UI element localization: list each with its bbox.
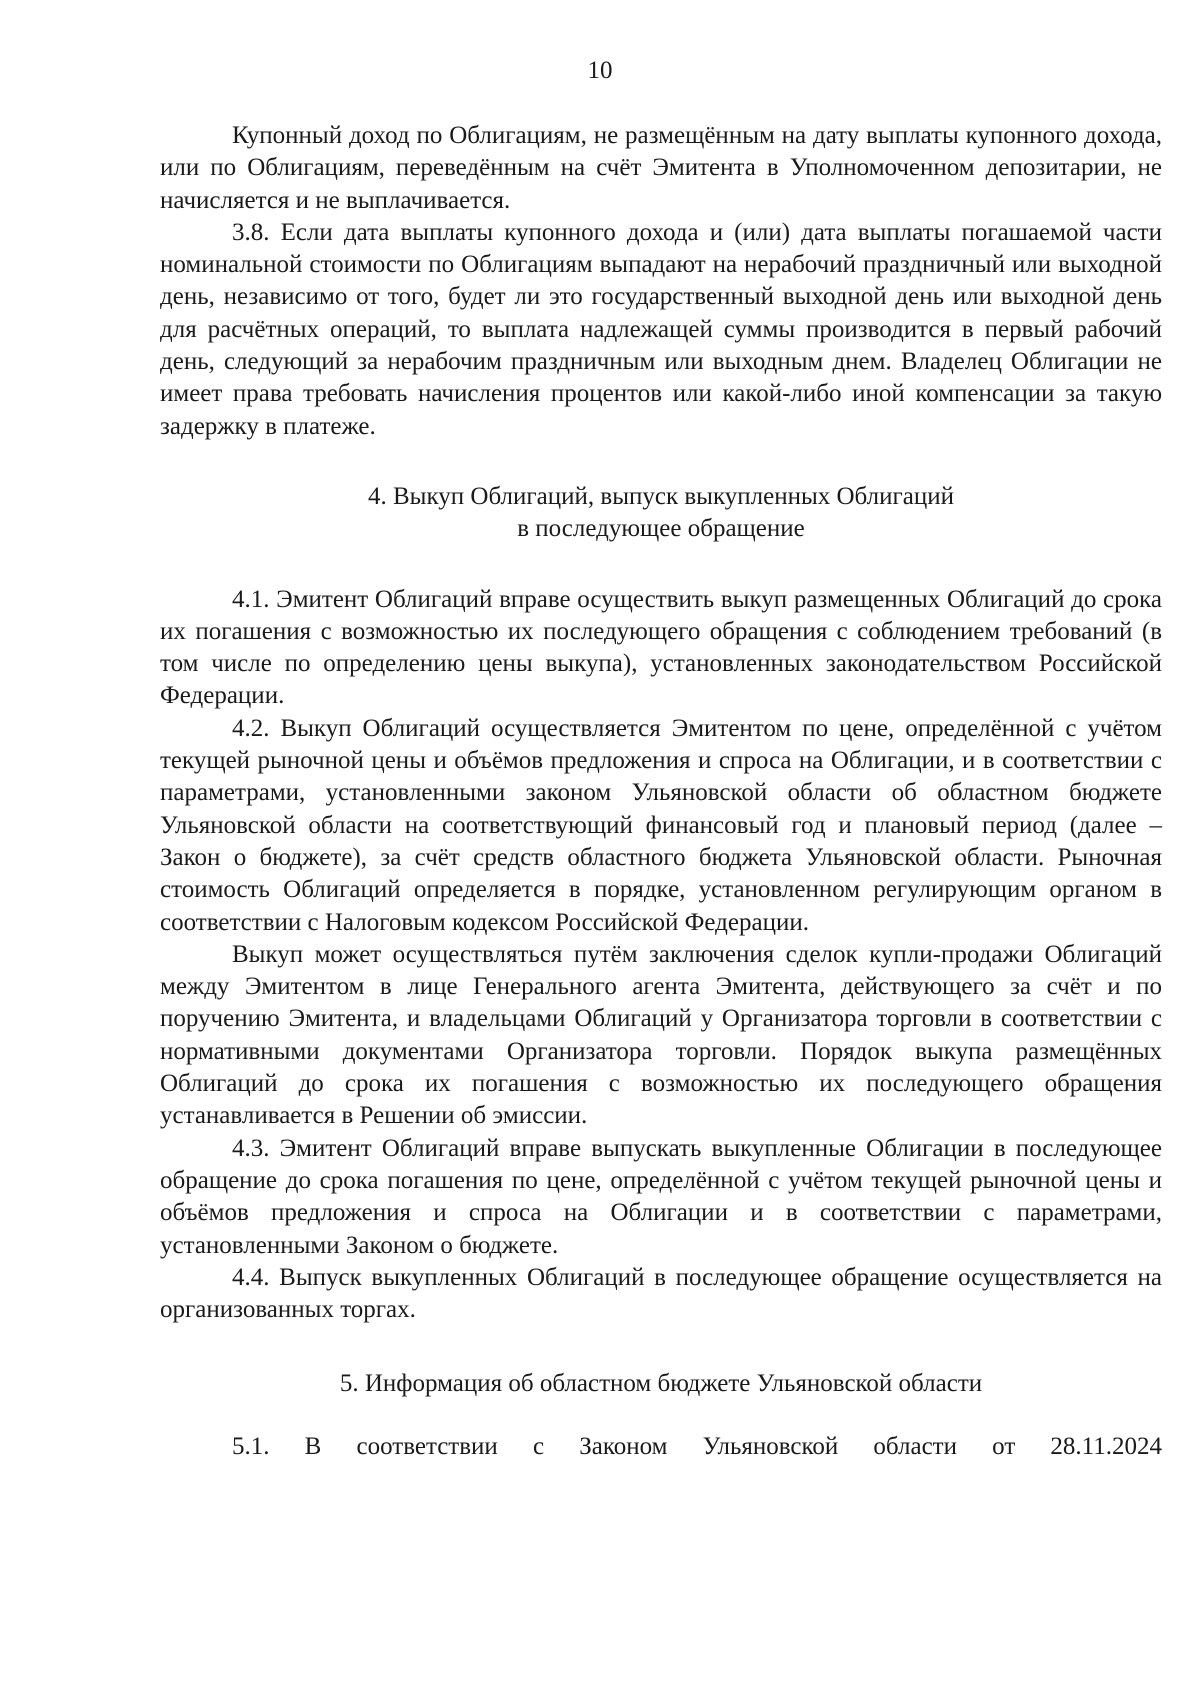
paragraph-4-3: 4.3. Эмитент Облигаций вправе выпускать выкупленные Облигации в последующее обращение до срока погашения по цене, определённой с учётом текущей рыночной цены и объёмов предложения и спроса на Облигации и в соответствии с параметрами, установленными Законом о бюджете.: [160, 1134, 1162, 1259]
document-body: [160, 120, 1162, 1463]
paragraph-4-2: 4.2. Выкуп Облигаций осуществляется Эмитентом по цене, определённой с учётом текущей рыночной цены и объёмов предложения и спроса на Облигации, и в соответствии с параметрами, установленными законом Ульяновской области об областном бюджете Ульяновской области на соответствующий финансовый год и плановый период (далее – Закон о бюджете), за счёт средств областного бюджета Ульяновской области. Рыночная стоимость Облигаций определяется в порядке, установленном регулирующим органом в соответствии с Налоговым кодексом Российской Федерации.: [160, 714, 1162, 936]
paragraph-5-1: 5.1. В соответствии с Законом Ульяновской области от 28.11.2024: [232, 1432, 1162, 1460]
section-4-body: [160, 584, 1162, 1327]
paragraph-4-2-buyback: Выкуп может осуществляться путём заключения сделок купли-продажи Облигаций между Эмитентом в лице Генерального агента Эмитента, действующего за счёт и по поручению Эмитента, и владельцами Облигаций у Организатора торговли в соответствии с нормативными документами Организатора торговли. Порядок выкупа размещённых Облигаций до срока их погашения с возможностью их последующего обращения устанавливается в Решении об эмиссии.: [160, 940, 1162, 1130]
section-4-heading-line1: 4. Выкуп Облигаций, выпуск выкупленных Облигаций: [368, 482, 954, 510]
paragraph-4-4: 4.4. Выпуск выкупленных Облигаций в последующее обращение осуществляется на организованных торгах.: [160, 1263, 1162, 1324]
section-5-body: [160, 1431, 1162, 1463]
section-4-heading-line2: в последующее обращение: [517, 515, 805, 543]
section-4-heading: [160, 481, 1162, 546]
paragraph-3-8: 3.8. Если дата выплаты купонного дохода и (или) дата выплаты погашаемой части номинальной стоимости по Облигациям выпадают на нерабочий праздничный или выходной день, независимо от того, будет ли это государственный выходной день или выходной день для расчётных операций, то выплата надлежащей суммы производится в первый рабочий день, следующий за нерабочим праздничным или выходным днем. Владелец Облигации не имеет права требовать начисления процентов или какой-либо иной компенсации за такую задержку в платеже.: [160, 218, 1162, 440]
section-5-heading: 5. Информация об областном бюджете Ульяновской области: [339, 1370, 983, 1398]
paragraph-4-1: 4.1. Эмитент Облигаций вправе осуществить выкуп размещенных Облигаций до срока их погашения с возможностью их последующего обращения с соблюдением требований (в том числе по определению цены выкупа), установленных законодательством Российской Федерации.: [160, 585, 1162, 710]
page-number: 10: [587, 57, 613, 84]
paragraph-coupon-income: Купонный доход по Облигациям, не размещённым на дату выплаты купонного дохода, или по Облигациям, переведённым на счёт Эмитента в Уполномоченном депозитарии, не начисляется и не выплачивается.: [160, 122, 1162, 214]
